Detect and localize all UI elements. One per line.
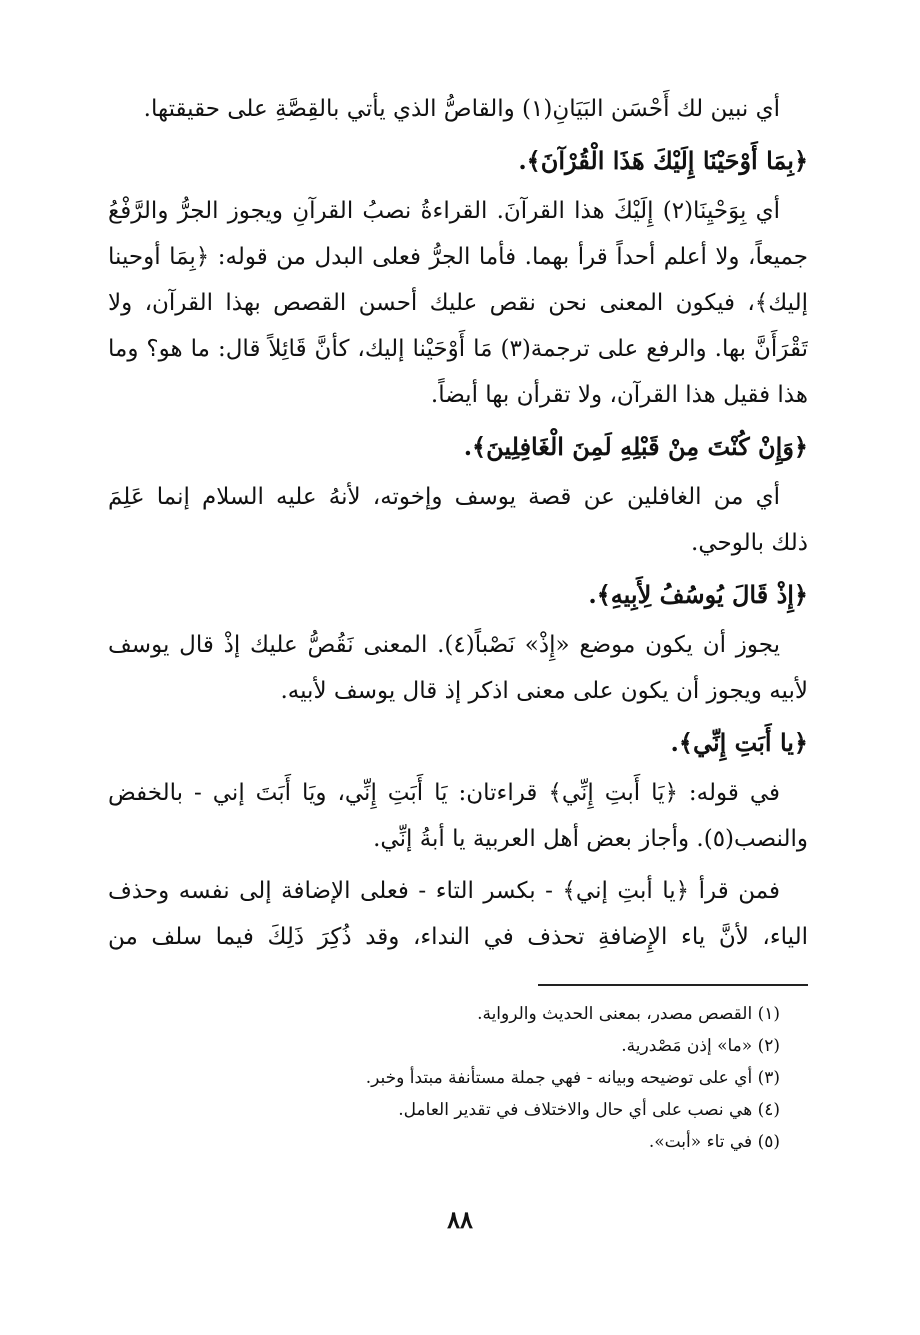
- quran-verse: ﴿يا أَبَتِ إِنِّي﴾.: [670, 728, 808, 757]
- text-line: لأبيه ويجوز أن يكون على معنى اذكر إذ قال يوسف لأبيه.: [280, 678, 808, 704]
- footnote-2: (٢) «ما» إذن مَصْدرية.: [621, 1036, 780, 1056]
- text-line: جميعاً، ولا أعلم أحداً قرأ بهما. فأما الجرُّ فعلى البدل من قوله: ﴿بِمَا أوحينا: [108, 244, 808, 270]
- text-line: إليك﴾، فيكون المعنى نحن نقص عليك أحسن القصص بهذا القرآن، ولا: [108, 290, 808, 316]
- text-line: تَقْرَأَنَّ بها. والرفع على ترجمة(٣) مَا أَوْحَيْنا إليك، كأنَّ قَائِلاً قال: ما هو؟ وما: [108, 336, 808, 362]
- text-line: أي نبين لك أَحْسَن البَيَانِ(١) والقاصُّ الذي يأتي بالقِصَّةِ على حقيقتها.: [143, 96, 780, 122]
- footnote-4: (٤) هي نصب على أي حال والاختلاف في تقدير العامل.: [398, 1100, 780, 1120]
- footnote-1: (١) القصص مصدر، بمعنى الحديث والرواية.: [477, 1004, 780, 1024]
- quran-verse: ﴿بِمَا أَوْحَيْنَا إِلَيْكَ هَذَا الْقُرْآنَ﴾.: [518, 146, 808, 175]
- main-text: [108, 86, 808, 960]
- text-line: أي من الغافلين عن قصة يوسف وإخوته، لأنهُ عليه السلام إنما عَلِمَ: [108, 484, 780, 510]
- page-number: ٨٨: [447, 1205, 473, 1234]
- text-line: الياء، لأنَّ ياء الإِضافةِ تحذف في النداء، وقد ذُكِرَ ذَلِكَ فيما سلف من: [108, 924, 808, 950]
- text-line: أي بِوَحْيِنَا(٢) إِلَيْكَ هذا القرآنَ. القراءةُ نصبُ القرآنِ ويجوز الجرُّ والرَّفْعُ: [108, 198, 780, 224]
- footnotes: [100, 998, 780, 1158]
- text-line: هذا فقيل هذا القرآن، ولا تقرأن بها أيضاً.: [430, 382, 808, 408]
- footnote-divider: [538, 984, 808, 986]
- text-line: في قوله: ﴿يَا أَبتِ إِنِّي﴾ قراءتان: يَا أَبَتِ إِنِّي، ويَا أَبَتَ إني - بالخفض: [108, 780, 780, 806]
- footnote-3: (٣) أي على توضيحه وبيانه - فهي جملة مستأنفة مبتدأ وخبر.: [365, 1068, 780, 1088]
- text-line: ذلك بالوحي.: [691, 530, 808, 556]
- text-line: والنصب(٥). وأجاز بعض أهل العربية يا أبةُ إنِّي.: [373, 826, 808, 852]
- text-line: فمن قرأ ﴿يا أبتِ إني﴾ - بكسر التاء - فعلى الإضافة إلى نفسه وحذف: [108, 878, 780, 904]
- quran-verse: ﴿إِذْ قَالَ يُوسُفُ لِأَبِيهِ﴾.: [588, 580, 808, 609]
- quran-verse: ﴿وَإِنْ كُنْتَ مِنْ قَبْلِهِ لَمِنَ الْغَافِلِينَ﴾.: [463, 432, 808, 461]
- footnote-5: (٥) في تاء «أبت».: [648, 1132, 780, 1152]
- text-line: يجوز أن يكون موضع «إِذْ» نَصْباً(٤). المعنى نَقُصُّ عليك إذْ قال يوسف: [108, 632, 781, 658]
